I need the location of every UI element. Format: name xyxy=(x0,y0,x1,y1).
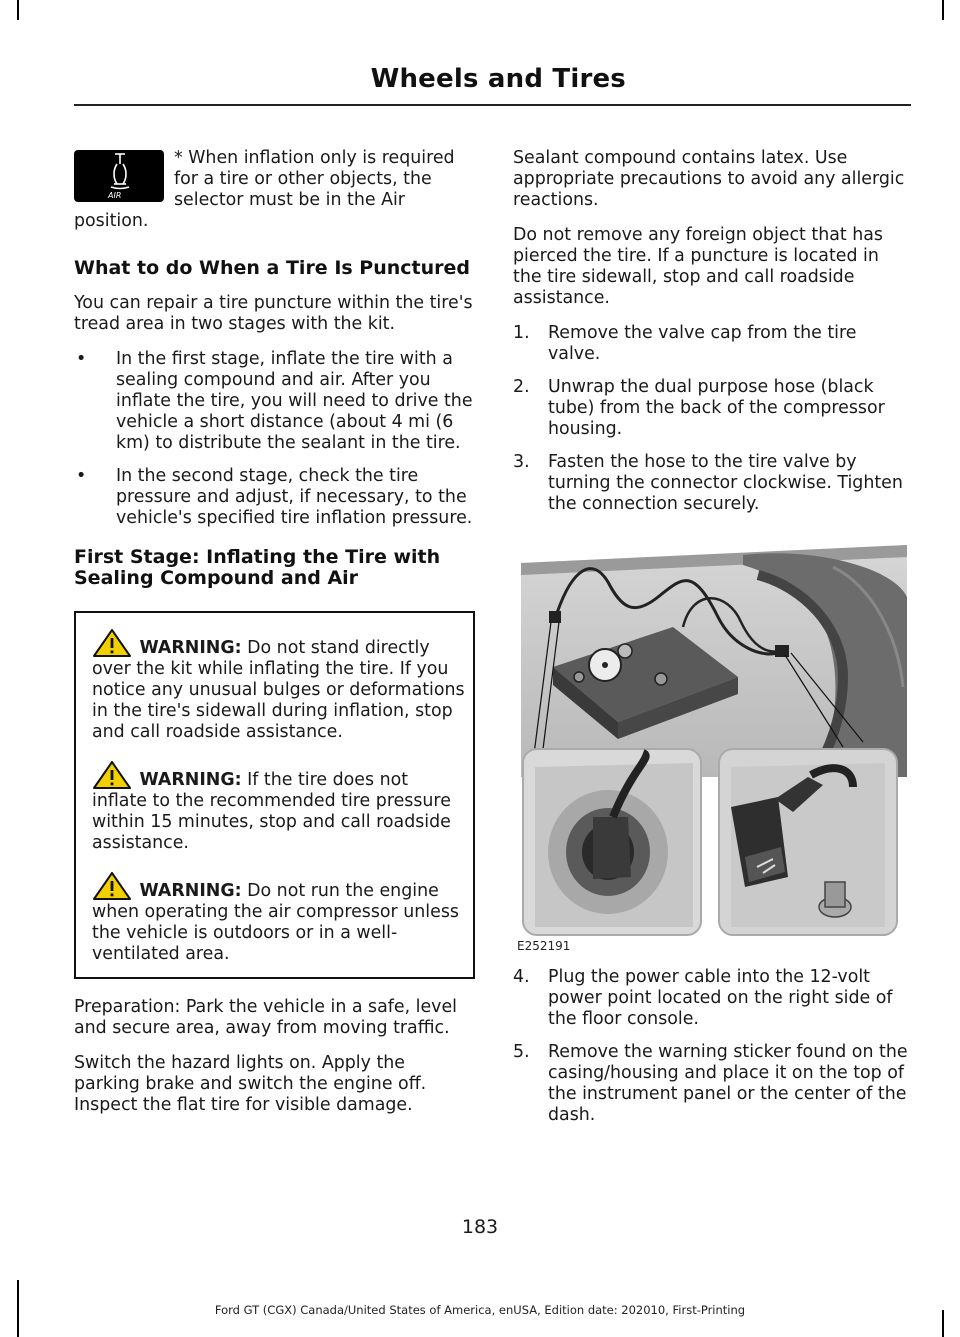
step-text: Unwrap the dual purpose hose (black tube) from the back of the compressor housing. xyxy=(548,377,885,439)
warning-text: Do not run the engine when operating the air compressor unless the vehicle is outdoors or in a well-ventilated area. xyxy=(92,881,459,964)
warning-item xyxy=(92,872,465,965)
tire-inflation-air-icon xyxy=(74,150,164,202)
warning-label: WARNING: xyxy=(139,770,242,790)
crop-mark-top-right xyxy=(942,0,944,20)
step-text: Remove the valve cap from the tire valve. xyxy=(548,323,857,364)
step-number: 3. xyxy=(513,452,530,472)
step-number: 5. xyxy=(513,1042,530,1062)
section-heading-punctured: What to do When a Tire Is Punctured xyxy=(74,257,471,279)
section-heading-first-stage: First Stage: Inflating the Tire with Sealing Compound and Air xyxy=(74,546,441,589)
list-item xyxy=(74,466,475,529)
step-text: Remove the warning sticker found on the casing/housing and place it on the top of the instrument panel or the center of the dash. xyxy=(548,1042,908,1125)
warning-label: WARNING: xyxy=(139,638,242,658)
warning-item xyxy=(92,629,465,743)
step-number: 1. xyxy=(513,323,530,343)
left-column xyxy=(74,148,475,1130)
list-item xyxy=(74,349,475,454)
preparation-paragraph: Preparation: Park the vehicle in a safe, level and secure area, away from moving traffic. xyxy=(74,997,458,1038)
bullet-marker: • xyxy=(76,349,87,369)
bullet-text: In the first stage, inflate the tire with a sealing compound and air. After you inflate the tire, you will need to drive the vehicle a short distance (about 4 mi (6 km) to distribute the sealant in the tire. xyxy=(116,349,473,453)
warning-text: If the tire does not inflate to the recommended tire pressure within 15 minutes, stop and call roadside assistance. xyxy=(92,770,451,853)
air-note-text: * When inflation only is required for a tire or other objects, the selector must be in the Air position. xyxy=(74,148,455,231)
figure-code: E252191 xyxy=(517,939,571,953)
latex-paragraph: Sealant compound contains latex. Use appropriate precautions to avoid any allergic reactions. xyxy=(513,148,905,210)
list-item xyxy=(513,452,911,515)
step-number: 4. xyxy=(513,967,530,987)
list-item xyxy=(513,377,911,440)
step-number: 2. xyxy=(513,377,530,397)
bullet-marker: • xyxy=(76,466,87,486)
warning-item xyxy=(92,761,465,854)
step-text: Fasten the hose to the tire valve by turning the connector clockwise. Tighten the connection securely. xyxy=(548,452,903,514)
warning-text: Do not stand directly over the kit while inflating the tire. If you notice any unusual bulges or deformations in the tire's sidewall during inflation, stop and call roadside assistance. xyxy=(92,638,465,742)
puncture-paragraph: Do not remove any foreign object that has pierced the tire. If a puncture is located in the tire sidewall, stop and call roadside assistance. xyxy=(513,225,883,308)
bullet-text: In the second stage, check the tire pressure and adjust, if necessary, to the vehicle's specified tire inflation pressure. xyxy=(116,466,473,528)
hazard-paragraph: Switch the hazard lights on. Apply the parking brake and switch the engine off. Inspect the flat tire for visible damage. xyxy=(74,1053,427,1115)
list-item xyxy=(513,323,911,365)
warning-triangle-icon xyxy=(92,629,134,657)
compressor-illustration xyxy=(513,527,907,957)
warning-triangle-icon xyxy=(92,872,134,900)
section-intro: You can repair a tire puncture within the tire's tread area in two stages with the kit. xyxy=(74,293,473,334)
step-text: Plug the power cable into the 12-volt power point located on the right side of the floor console. xyxy=(548,967,893,1029)
svg-text:AIR: AIR xyxy=(108,191,122,200)
list-item xyxy=(513,1042,911,1126)
warning-triangle-icon xyxy=(92,761,134,789)
page-number: 183 xyxy=(461,1216,499,1238)
warning-label: WARNING: xyxy=(139,881,242,901)
page-title: Wheels and Tires xyxy=(370,64,626,94)
right-column xyxy=(513,148,911,1138)
air-note-block xyxy=(74,148,475,242)
list-item xyxy=(513,967,911,1030)
edition-footer: Ford GT (CGX) Canada/United States of America, enUSA, Edition date: 202010, First-Printing xyxy=(214,1303,746,1317)
title-divider xyxy=(74,104,911,106)
crop-mark-top-left xyxy=(17,0,19,20)
warning-box xyxy=(74,611,475,979)
compressor-hose-valve-illustration xyxy=(513,527,907,937)
